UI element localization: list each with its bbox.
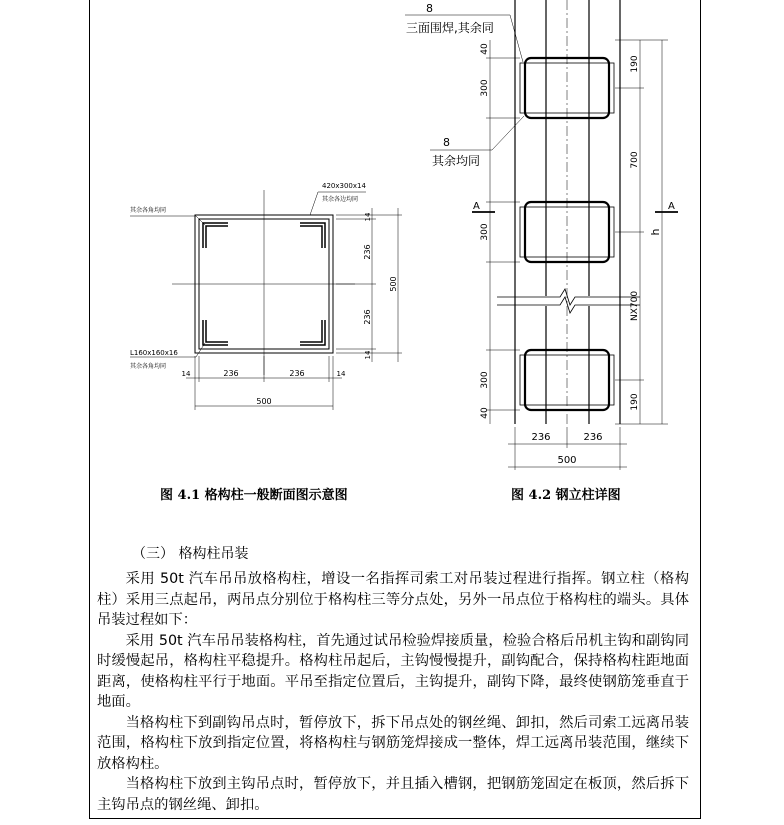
figure-4-1-section	[130, 190, 402, 410]
section-a-right: A	[668, 201, 675, 212]
dim-236-right: 236	[583, 432, 603, 443]
dim-300-top: 300	[480, 79, 490, 97]
dim-14-top: 14	[364, 212, 372, 222]
label-angle-note: 其余各角均同	[130, 363, 167, 370]
label-top-left: 其余各角均同	[130, 207, 167, 214]
dim-700: 700	[630, 151, 640, 169]
dim-40-bottom: 40	[480, 407, 490, 419]
figure-4-1-caption: 图 4.1 格构柱一般断面图示意图	[160, 488, 348, 503]
dim-14-left: 14	[181, 370, 191, 378]
dim-190-bottom: 190	[630, 393, 640, 411]
dim-500-bottom: 500	[256, 397, 272, 406]
dim-14-right: 14	[336, 370, 346, 378]
paragraph-1: 采用 50t 汽车吊吊放格构柱，增设一名指挥司索工对吊装过程进行指挥。钢立柱（格构柱）采用三点起吊，两吊点分别位于格构柱三等分点处，另外一吊点位于格构柱的端头。具体吊装过程如下：	[97, 571, 689, 628]
dim-236-left: 236	[531, 432, 551, 443]
dim-300-mid: 300	[480, 223, 490, 241]
dim-236-b: 236	[363, 309, 372, 325]
dim-40-top: 40	[480, 43, 490, 55]
section-a-left: A	[473, 201, 480, 212]
dim-236-c: 236	[223, 369, 239, 378]
figure-4-2-labels	[406, 2, 675, 466]
section-body	[97, 569, 689, 815]
dim-14-bottom: 14	[364, 350, 372, 360]
dim-500-right: 500	[389, 276, 398, 292]
section-heading: （三） 格构柱吊装	[132, 546, 249, 562]
label-plate: 420x300x14	[322, 182, 366, 190]
dim-500: 500	[557, 455, 577, 466]
dim-236-a: 236	[363, 244, 372, 260]
weld-size-mid: 8	[443, 136, 450, 149]
dim-h: h	[649, 228, 662, 236]
dim-190-top: 190	[630, 55, 640, 73]
weld-note-top: 三面围焊,其余同	[406, 21, 494, 35]
paragraph-4: 当格构柱下放到主钩吊点时，暂停放下，并且插入槽钢，把钢筋笼固定在板顶，然后拆下主钩吊点的钢丝绳、卸扣。	[97, 776, 689, 813]
paragraph-2: 采用 50t 汽车吊吊装格构柱，首先通过试吊检验焊接质量，检验合格后吊机主钩和副钩同时缓慢起吊，格构柱平稳提升。格构柱吊起后，主钩慢慢提升，副钩配合，保持格构柱距地面距离，使格构柱平行于地面。平吊至指定位置后，主钩提升，副钩下降，最终使钢筋笼垂直于地面。	[97, 632, 689, 710]
paragraph-3: 当格构柱下到副钩吊点时，暂停放下，拆下吊点处的钢丝绳、卸扣，然后司索工远离吊装范围，格构柱下放到指定位置，将格构柱与钢筋笼焊接成一整体，焊工远离吊装范围，继续下放格构柱。	[97, 714, 689, 772]
dim-nx700: NX700	[630, 290, 640, 322]
label-angle: L160x160x16	[130, 349, 178, 357]
dim-236-d: 236	[289, 369, 305, 378]
label-plate-note: 其余各边均同	[322, 196, 359, 203]
weld-size-top: 8	[426, 2, 433, 15]
figure-4-2-caption: 图 4.2 钢立柱详图	[511, 488, 621, 503]
weld-note-mid: 其余均同	[432, 154, 481, 168]
dim-300-bottom: 300	[480, 371, 490, 389]
